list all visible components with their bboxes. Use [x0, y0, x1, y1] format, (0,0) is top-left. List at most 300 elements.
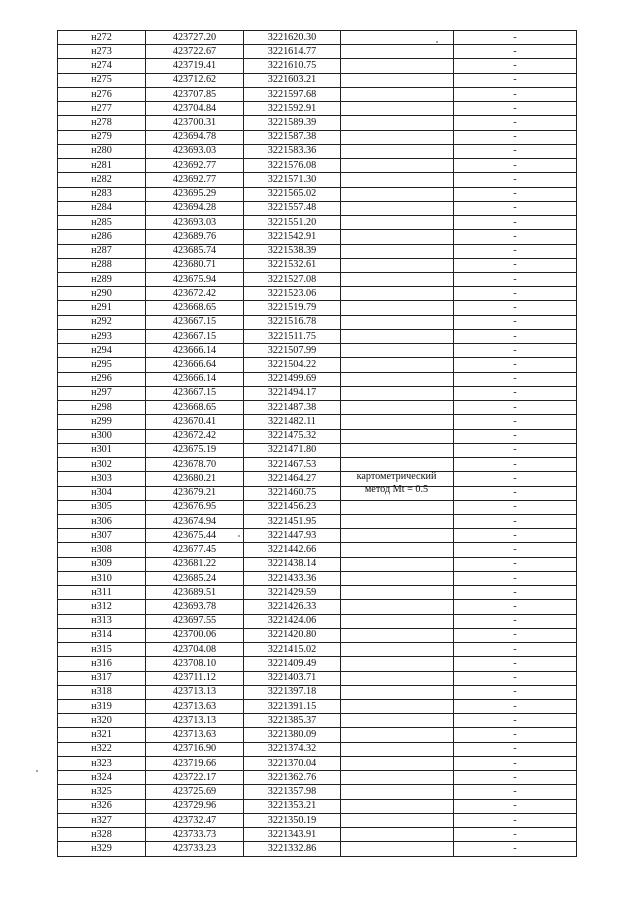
x-coordinate-cell: 423681.22: [146, 557, 244, 571]
table-row: [58, 543, 577, 557]
point-name-cell: н295: [58, 358, 146, 372]
method-cell: [341, 329, 454, 343]
accuracy-cell: -: [454, 272, 577, 286]
point-name-cell: н278: [58, 116, 146, 130]
table-row: [58, 287, 577, 301]
x-coordinate-cell: 423668.65: [146, 301, 244, 315]
y-coordinate-cell: 3221542.91: [244, 230, 341, 244]
method-cell: [341, 813, 454, 827]
point-name-cell: н320: [58, 714, 146, 728]
y-coordinate-cell: 3221589.39: [244, 116, 341, 130]
method-cell: [341, 514, 454, 528]
method-cell: [341, 557, 454, 571]
accuracy-cell: -: [454, 31, 577, 45]
accuracy-cell: -: [454, 756, 577, 770]
table-row: [58, 472, 577, 486]
x-coordinate-cell: 423692.77: [146, 159, 244, 173]
table-row: [58, 415, 577, 429]
table-row: [58, 244, 577, 258]
table-row: [58, 828, 577, 842]
x-coordinate-cell: 423693.03: [146, 216, 244, 230]
accuracy-cell: -: [454, 130, 577, 144]
y-coordinate-cell: 3221507.99: [244, 344, 341, 358]
y-coordinate-cell: 3221620.30: [244, 31, 341, 45]
accuracy-cell: -: [454, 87, 577, 101]
point-name-cell: н310: [58, 571, 146, 585]
y-coordinate-cell: 3221332.86: [244, 842, 341, 856]
accuracy-cell: -: [454, 600, 577, 614]
x-coordinate-cell: 423668.65: [146, 401, 244, 415]
table-row: [58, 159, 577, 173]
x-coordinate-cell: 423672.42: [146, 287, 244, 301]
accuracy-cell: -: [454, 102, 577, 116]
y-coordinate-cell: 3221451.95: [244, 514, 341, 528]
scan-speck: [238, 535, 240, 537]
accuracy-cell: -: [454, 244, 577, 258]
method-cell: [341, 828, 454, 842]
coordinates-table-body: [58, 31, 577, 857]
point-name-cell: н316: [58, 657, 146, 671]
x-coordinate-cell: 423707.85: [146, 87, 244, 101]
table-row: [58, 116, 577, 130]
table-row: [58, 742, 577, 756]
y-coordinate-cell: 3221583.36: [244, 144, 341, 158]
accuracy-cell: -: [454, 586, 577, 600]
y-coordinate-cell: 3221380.09: [244, 728, 341, 742]
point-name-cell: н300: [58, 429, 146, 443]
y-coordinate-cell: 3221499.69: [244, 372, 341, 386]
y-coordinate-cell: 3221482.11: [244, 415, 341, 429]
y-coordinate-cell: 3221551.20: [244, 216, 341, 230]
table-row: [58, 230, 577, 244]
method-cell: [341, 216, 454, 230]
y-coordinate-cell: 3221511.75: [244, 329, 341, 343]
coordinates-table: [57, 30, 577, 857]
x-coordinate-cell: 423680.21: [146, 472, 244, 486]
y-coordinate-cell: 3221403.71: [244, 671, 341, 685]
scan-speck: [36, 770, 38, 772]
table-row: [58, 144, 577, 158]
y-coordinate-cell: 3221487.38: [244, 401, 341, 415]
y-coordinate-cell: 3221350.19: [244, 813, 341, 827]
x-coordinate-cell: 423666.14: [146, 372, 244, 386]
x-coordinate-cell: 423712.62: [146, 73, 244, 87]
accuracy-cell: -: [454, 372, 577, 386]
y-coordinate-cell: 3221504.22: [244, 358, 341, 372]
table-row: [58, 486, 577, 500]
y-coordinate-cell: 3221557.48: [244, 201, 341, 215]
point-name-cell: н319: [58, 700, 146, 714]
accuracy-cell: -: [454, 187, 577, 201]
point-name-cell: н281: [58, 159, 146, 173]
accuracy-cell: -: [454, 45, 577, 59]
method-cell: [341, 728, 454, 742]
x-coordinate-cell: 423694.28: [146, 201, 244, 215]
y-coordinate-cell: 3221353.21: [244, 799, 341, 813]
accuracy-cell: -: [454, 543, 577, 557]
accuracy-cell: -: [454, 500, 577, 514]
table-row: [58, 728, 577, 742]
table-row: [58, 102, 577, 116]
method-cell: [341, 87, 454, 101]
table-row: [58, 329, 577, 343]
accuracy-cell: -: [454, 657, 577, 671]
x-coordinate-cell: 423722.17: [146, 771, 244, 785]
accuracy-cell: -: [454, 458, 577, 472]
y-coordinate-cell: 3221433.36: [244, 571, 341, 585]
point-name-cell: н303: [58, 472, 146, 486]
point-name-cell: н279: [58, 130, 146, 144]
table-row: [58, 173, 577, 187]
y-coordinate-cell: 3221357.98: [244, 785, 341, 799]
point-name-cell: н301: [58, 443, 146, 457]
point-name-cell: н291: [58, 301, 146, 315]
method-cell: [341, 714, 454, 728]
method-cell: [341, 799, 454, 813]
x-coordinate-cell: 423722.67: [146, 45, 244, 59]
method-cell: [341, 187, 454, 201]
method-cell: [341, 73, 454, 87]
point-name-cell: н284: [58, 201, 146, 215]
accuracy-cell: -: [454, 742, 577, 756]
accuracy-cell: -: [454, 415, 577, 429]
accuracy-cell: -: [454, 173, 577, 187]
point-name-cell: н307: [58, 529, 146, 543]
y-coordinate-cell: 3221592.91: [244, 102, 341, 116]
table-row: [58, 45, 577, 59]
accuracy-cell: -: [454, 358, 577, 372]
y-coordinate-cell: 3221415.02: [244, 643, 341, 657]
point-name-cell: н286: [58, 230, 146, 244]
point-name-cell: н311: [58, 586, 146, 600]
accuracy-cell: -: [454, 315, 577, 329]
accuracy-cell: -: [454, 700, 577, 714]
point-name-cell: н323: [58, 756, 146, 770]
y-coordinate-cell: 3221597.68: [244, 87, 341, 101]
y-coordinate-cell: 3221471.80: [244, 443, 341, 457]
y-coordinate-cell: 3221397.18: [244, 685, 341, 699]
y-coordinate-cell: 3221538.39: [244, 244, 341, 258]
x-coordinate-cell: 423704.84: [146, 102, 244, 116]
method-cell: [341, 415, 454, 429]
table-row: [58, 258, 577, 272]
x-coordinate-cell: 423675.44: [146, 529, 244, 543]
point-name-cell: н312: [58, 600, 146, 614]
x-coordinate-cell: 423675.19: [146, 443, 244, 457]
table-row: [58, 714, 577, 728]
table-row: [58, 443, 577, 457]
point-name-cell: н272: [58, 31, 146, 45]
y-coordinate-cell: 3221464.27: [244, 472, 341, 486]
accuracy-cell: -: [454, 514, 577, 528]
method-cell: [341, 144, 454, 158]
point-name-cell: н308: [58, 543, 146, 557]
accuracy-cell: -: [454, 159, 577, 173]
x-coordinate-cell: 423700.31: [146, 116, 244, 130]
x-coordinate-cell: 423727.20: [146, 31, 244, 45]
point-name-cell: н304: [58, 486, 146, 500]
method-cell: [341, 201, 454, 215]
y-coordinate-cell: 3221343.91: [244, 828, 341, 842]
accuracy-cell: -: [454, 386, 577, 400]
method-cell: [341, 500, 454, 514]
table-row: [58, 458, 577, 472]
method-cell: [341, 301, 454, 315]
method-cell: [341, 159, 454, 173]
point-name-cell: н282: [58, 173, 146, 187]
point-name-cell: н318: [58, 685, 146, 699]
table-row: [58, 756, 577, 770]
x-coordinate-cell: 423685.24: [146, 571, 244, 585]
y-coordinate-cell: 3221429.59: [244, 586, 341, 600]
x-coordinate-cell: 423694.78: [146, 130, 244, 144]
accuracy-cell: -: [454, 472, 577, 486]
x-coordinate-cell: 423670.41: [146, 415, 244, 429]
point-name-cell: н326: [58, 799, 146, 813]
y-coordinate-cell: 3221532.61: [244, 258, 341, 272]
x-coordinate-cell: 423675.94: [146, 272, 244, 286]
accuracy-cell: -: [454, 443, 577, 457]
method-cell: [341, 685, 454, 699]
point-name-cell: н293: [58, 329, 146, 343]
y-coordinate-cell: 3221516.78: [244, 315, 341, 329]
table-row: [58, 771, 577, 785]
method-cell: [341, 287, 454, 301]
table-row: [58, 514, 577, 528]
method-cell: [341, 628, 454, 642]
accuracy-cell: -: [454, 258, 577, 272]
table-row: [58, 600, 577, 614]
method-cell: [341, 614, 454, 628]
table-row: [58, 571, 577, 585]
point-name-cell: н314: [58, 628, 146, 642]
point-name-cell: н280: [58, 144, 146, 158]
table-row: [58, 813, 577, 827]
x-coordinate-cell: 423733.23: [146, 842, 244, 856]
scan-speck: [436, 41, 438, 43]
table-row: [58, 201, 577, 215]
method-cell: [341, 344, 454, 358]
accuracy-cell: -: [454, 557, 577, 571]
table-row: [58, 429, 577, 443]
point-name-cell: н306: [58, 514, 146, 528]
accuracy-cell: -: [454, 785, 577, 799]
x-coordinate-cell: 423672.42: [146, 429, 244, 443]
y-coordinate-cell: 3221576.08: [244, 159, 341, 173]
y-coordinate-cell: 3221374.32: [244, 742, 341, 756]
point-name-cell: н283: [58, 187, 146, 201]
x-coordinate-cell: 423708.10: [146, 657, 244, 671]
accuracy-cell: -: [454, 344, 577, 358]
accuracy-cell: -: [454, 771, 577, 785]
y-coordinate-cell: 3221438.14: [244, 557, 341, 571]
x-coordinate-cell: 423685.74: [146, 244, 244, 258]
point-name-cell: н305: [58, 500, 146, 514]
method-cell: [341, 543, 454, 557]
y-coordinate-cell: 3221424.06: [244, 614, 341, 628]
accuracy-cell: -: [454, 287, 577, 301]
point-name-cell: н285: [58, 216, 146, 230]
table-row: [58, 586, 577, 600]
y-coordinate-cell: 3221460.75: [244, 486, 341, 500]
point-name-cell: н322: [58, 742, 146, 756]
table-row: [58, 272, 577, 286]
table-row: [58, 31, 577, 45]
method-note-line2: метод Mt = 0.5: [364, 484, 429, 495]
method-cell: [341, 700, 454, 714]
method-cell: [341, 102, 454, 116]
method-cell: [341, 272, 454, 286]
x-coordinate-cell: 423732.47: [146, 813, 244, 827]
point-name-cell: н290: [58, 287, 146, 301]
point-name-cell: н276: [58, 87, 146, 101]
x-coordinate-cell: 423692.77: [146, 173, 244, 187]
method-cell: [341, 116, 454, 130]
method-cell: [341, 443, 454, 457]
x-coordinate-cell: 423689.76: [146, 230, 244, 244]
x-coordinate-cell: 423667.15: [146, 386, 244, 400]
table-row: [58, 401, 577, 415]
table-row: [58, 799, 577, 813]
x-coordinate-cell: 423679.21: [146, 486, 244, 500]
method-cell: [341, 130, 454, 144]
point-name-cell: н321: [58, 728, 146, 742]
x-coordinate-cell: 423680.71: [146, 258, 244, 272]
method-cell: [341, 315, 454, 329]
table-row: [58, 529, 577, 543]
y-coordinate-cell: 3221494.17: [244, 386, 341, 400]
y-coordinate-cell: 3221456.23: [244, 500, 341, 514]
point-name-cell: н289: [58, 272, 146, 286]
y-coordinate-cell: 3221409.49: [244, 657, 341, 671]
accuracy-cell: -: [454, 813, 577, 827]
point-name-cell: н327: [58, 813, 146, 827]
table-row: [58, 301, 577, 315]
y-coordinate-cell: 3221442.66: [244, 543, 341, 557]
table-row: [58, 700, 577, 714]
point-name-cell: н273: [58, 45, 146, 59]
x-coordinate-cell: 423693.78: [146, 600, 244, 614]
accuracy-cell: -: [454, 728, 577, 742]
accuracy-cell: -: [454, 828, 577, 842]
y-coordinate-cell: 3221587.38: [244, 130, 341, 144]
y-coordinate-cell: 3221420.80: [244, 628, 341, 642]
y-coordinate-cell: 3221447.93: [244, 529, 341, 543]
y-coordinate-cell: 3221362.76: [244, 771, 341, 785]
point-name-cell: н288: [58, 258, 146, 272]
table-row: [58, 87, 577, 101]
x-coordinate-cell: 423713.13: [146, 714, 244, 728]
method-cell: [341, 600, 454, 614]
table-row: [58, 59, 577, 73]
table-row: [58, 685, 577, 699]
x-coordinate-cell: 423711.12: [146, 671, 244, 685]
x-coordinate-cell: 423693.03: [146, 144, 244, 158]
method-cell: [341, 401, 454, 415]
accuracy-cell: -: [454, 614, 577, 628]
method-cell: [341, 244, 454, 258]
x-coordinate-cell: 423666.64: [146, 358, 244, 372]
point-name-cell: н275: [58, 73, 146, 87]
point-name-cell: н277: [58, 102, 146, 116]
x-coordinate-cell: 423695.29: [146, 187, 244, 201]
method-cell: [341, 643, 454, 657]
y-coordinate-cell: 3221370.04: [244, 756, 341, 770]
table-row: [58, 216, 577, 230]
y-coordinate-cell: 3221565.02: [244, 187, 341, 201]
table-row: [58, 500, 577, 514]
y-coordinate-cell: 3221610.75: [244, 59, 341, 73]
x-coordinate-cell: 423678.70: [146, 458, 244, 472]
x-coordinate-cell: 423667.15: [146, 315, 244, 329]
accuracy-cell: -: [454, 486, 577, 500]
table-row: [58, 671, 577, 685]
table-row: [58, 614, 577, 628]
accuracy-cell: -: [454, 714, 577, 728]
accuracy-cell: -: [454, 329, 577, 343]
accuracy-cell: -: [454, 429, 577, 443]
point-name-cell: н328: [58, 828, 146, 842]
x-coordinate-cell: 423704.08: [146, 643, 244, 657]
accuracy-cell: -: [454, 59, 577, 73]
table-row: [58, 372, 577, 386]
method-cell: [341, 842, 454, 856]
table-row: [58, 657, 577, 671]
table-row: [58, 344, 577, 358]
x-coordinate-cell: 423677.45: [146, 543, 244, 557]
accuracy-cell: -: [454, 301, 577, 315]
x-coordinate-cell: 423713.63: [146, 700, 244, 714]
accuracy-cell: -: [454, 201, 577, 215]
table-row: [58, 187, 577, 201]
point-name-cell: н329: [58, 842, 146, 856]
method-cell: [341, 230, 454, 244]
method-cell: [341, 586, 454, 600]
point-name-cell: н294: [58, 344, 146, 358]
point-name-cell: н296: [58, 372, 146, 386]
y-coordinate-cell: 3221571.30: [244, 173, 341, 187]
method-note: [340, 470, 453, 496]
x-coordinate-cell: 423697.55: [146, 614, 244, 628]
point-name-cell: н287: [58, 244, 146, 258]
method-cell: [341, 386, 454, 400]
x-coordinate-cell: 423716.90: [146, 742, 244, 756]
x-coordinate-cell: 423674.94: [146, 514, 244, 528]
x-coordinate-cell: 423700.06: [146, 628, 244, 642]
method-cell: [341, 671, 454, 685]
method-cell: [341, 771, 454, 785]
accuracy-cell: -: [454, 842, 577, 856]
point-name-cell: н315: [58, 643, 146, 657]
point-name-cell: н325: [58, 785, 146, 799]
y-coordinate-cell: 3221603.21: [244, 73, 341, 87]
x-coordinate-cell: 423729.96: [146, 799, 244, 813]
x-coordinate-cell: 423666.14: [146, 344, 244, 358]
table-row: [58, 628, 577, 642]
method-cell: [341, 45, 454, 59]
accuracy-cell: -: [454, 571, 577, 585]
table-row: [58, 643, 577, 657]
method-cell: [341, 173, 454, 187]
x-coordinate-cell: 423725.69: [146, 785, 244, 799]
method-cell: [341, 756, 454, 770]
table-row: [58, 557, 577, 571]
point-name-cell: н298: [58, 401, 146, 415]
point-name-cell: н309: [58, 557, 146, 571]
x-coordinate-cell: 423676.95: [146, 500, 244, 514]
method-cell: [341, 59, 454, 73]
point-name-cell: н297: [58, 386, 146, 400]
